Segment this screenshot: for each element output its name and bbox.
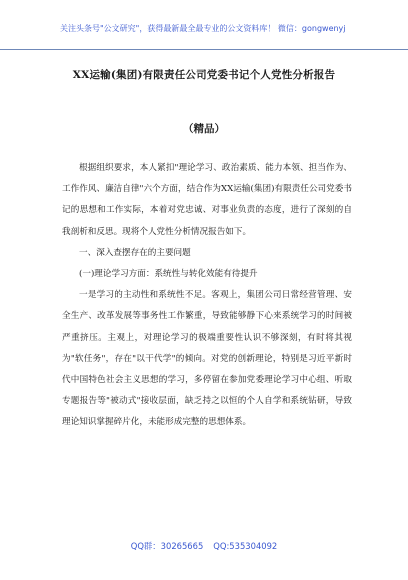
top-banner <box>0 8 408 50</box>
banner-text: 关注头条号"公文研究"，获得最新最全最专业的公文资料库！ 微信：gongwenyj <box>60 24 346 33</box>
document-subtitle: （精品） <box>183 123 225 135</box>
intro-paragraph: 根据组织要求，本人紧扣"理论学习、政治素质、能力本领、担当作为、工作作风、廉洁自律"六个方面，结合作为XX运输(集团)有限责任公司党委书记的思想和工作实际，本着对党忠诚、对事业负责的态度，进行了深刻的自我剖析和反思。现将个人党性分析情况报告如下。 <box>62 163 352 237</box>
footer-qq-group: QQ群：30265665 <box>130 541 204 551</box>
document-title: XX运输(集团)有限责任公司党委书记个人党性分析报告 <box>72 69 336 81</box>
section-heading: 一、深入查摆存在的主要问题 <box>79 247 191 258</box>
footer-qq: QQ:535304092 <box>213 541 278 551</box>
subsection-heading: (一)理论学习方面：系统性与转化效能有待提升 <box>79 269 258 280</box>
footer-contact <box>0 540 408 552</box>
body-paragraph: 一是学习的主动性和系统性不足。客观上，集团公司日常经营管理、安全生产、改革发展等事务性工作繁重，导致能够静下心来系统学习的时间被严重挤压。主观上，对理论学习的极端重要性认识不够深刻，有时将其视为"软任务"，存在"以干代学"的倾向。对党的创新理论，特别是习近平新时代中国特色社会主义思想的学习，多停留在参加党委理论学习中心组、听取专题报告等"被动式"接收层面，缺乏持之以恒的个人自学和系统钻研，导致理论知识掌握碎片化，未能形成完整的思想体系。 <box>62 290 352 428</box>
document-body <box>62 158 352 434</box>
